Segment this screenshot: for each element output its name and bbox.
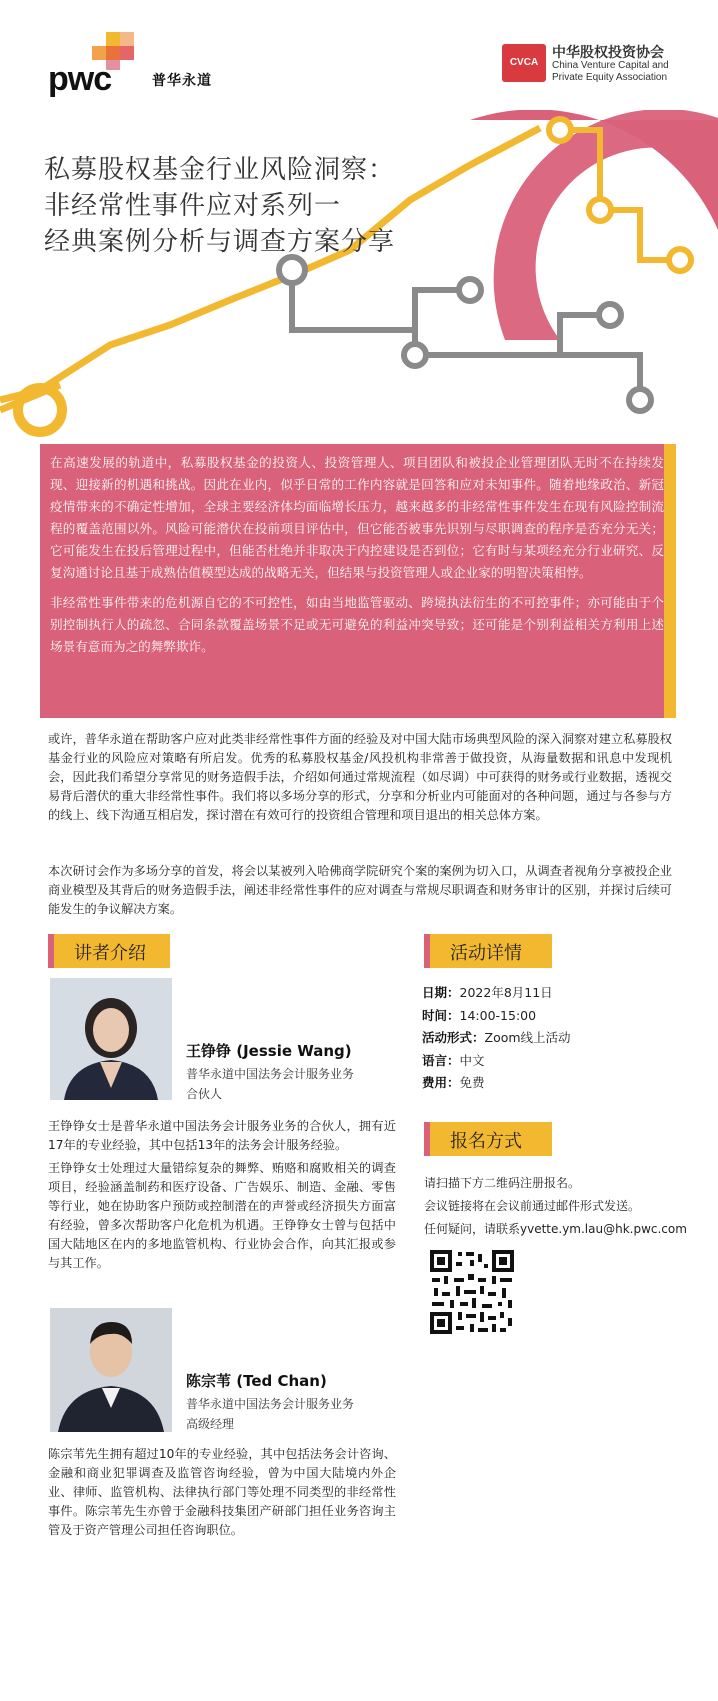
- speaker-bio: [48, 1117, 396, 1277]
- registration-qr-code[interactable]: [428, 1248, 516, 1336]
- event-date-label: 日期：: [422, 985, 460, 1000]
- speakers-heading: [48, 934, 170, 968]
- event-format-label: 活动形式：: [422, 1030, 485, 1045]
- event-time-label: 时间：: [422, 1007, 460, 1023]
- speaker-bio-paragraph: 陈宗苇先生拥有超过10年的专业经验，其中包括法务会计咨询、金融和商业犯罪调查及监管咨询经验，曾为中国大陆境内外企业、律师、监管机构、法律执行部门等处理不同类型的非经常性事件。陈宗苇先生亦曾于金融科技集团产研部门担任业务咨询主管及于资产管理公司担任咨询职位。: [48, 1447, 396, 1537]
- event-format-value: Zoom线上活动: [484, 1030, 571, 1045]
- speaker-bio-paragraph: 王铮铮女士处理过大量错综复杂的舞弊、贿赂和腐败相关的调查项目，经验涵盖制药和医疗设备、广告娱乐、制造、金融、零售等行业，她在协助客户预防或控制潜在的声誉或经济损失方面富有经验，曾多次帮助客户化危机为机遇。王铮铮女士曾与包括中国大陆地区在内的多地监管机构、行业协会合作，向其汇报或参与其工作。: [48, 1161, 396, 1270]
- event-fee-label: 费用：: [422, 1075, 460, 1090]
- heading-accent: [424, 1122, 430, 1156]
- registration-line: 请扫描下方二维码注册报名。: [424, 1176, 581, 1190]
- cvca-english-line1: China Venture Capital and: [552, 60, 669, 71]
- speaker-role-line2: 合伙人: [186, 1087, 223, 1101]
- speaker-photo-ted-chan: [50, 1308, 172, 1432]
- cvca-english-name: [552, 60, 718, 84]
- event-time: [422, 1005, 702, 1028]
- event-fee-value: 免费: [459, 1075, 485, 1090]
- pwc-logo-text: pwc: [48, 60, 112, 98]
- intro-paragraph-1: 在高速发展的轨道中，私募股权基金的投资人、投资管理人、项目团队和被投企业管理团队无时不在持续发现、迎接新的机遇和挑战。因此在业内，似乎日常的工作内容就是回答和应对未知事件。随着地缘政治、新冠疫情带来的不确定性增加，全球主要经济体均面临增长压力，越来越多的非经常性事件发生在现有风险控制流程的覆盖范围以外。风险可能潜伏在投前项目评估中，但它能否被事先识别与尽职调查的程序是否充分无关；它可能发生在投后管理过程中，但能否杜绝并非取决于内控建设是否到位；它有时与某项经充分行业研究、反复沟通讨论且基于成熟估值模型达成的战略无关，但结果与投资管理人或企业家的明智决策相悖。: [50, 455, 664, 580]
- event-language: [422, 1050, 702, 1073]
- speaker-role-line2: 高级经理: [186, 1417, 235, 1431]
- title-line2: 非经常性事件应对系列一: [44, 191, 342, 221]
- speaker-role-line1: 普华永道中国法务会计服务业务: [186, 1397, 355, 1411]
- event-date: [422, 982, 702, 1005]
- speaker-bio-paragraph: 王铮铮女士是普华永道中国法务会计服务业务的合伙人，拥有近17年的专业经验，其中包括13年的法务会计服务经验。: [48, 1119, 396, 1152]
- event-language-value: 中文: [459, 1052, 485, 1068]
- speaker-bio: [48, 1445, 396, 1544]
- event-details: [422, 982, 702, 1095]
- speakers-heading-text: 讲者介绍: [74, 943, 146, 964]
- cvca-chinese-name: 中华股权投资协会: [552, 45, 664, 61]
- speaker-role: [186, 1394, 386, 1434]
- body-paragraph-1: 或许，普华永道在帮助客户应对此类非经常性事件方面的经验及对中国大陆市场典型风险的深入洞察对建立私募股权基金行业的风险应对策略有所启发。优秀的私募股权基金/风投机构非常善于做投资，从海量数据和讯息中发现机会，因此我们希望分享常见的财务造假手法，介绍如何通过常规流程（如尽调）中可获得的财务或行业数据，透视交易背后潜伏的重大非经常性事件。我们将以多场分享的形式，分享和分析业内可能面对的各种问题，通过与各参与方的线上、线下沟通互相启发，探讨潜在有效可行的投资组合管理和项目退出的相关总体方案。: [48, 732, 672, 822]
- title-line3: 经典案例分析与调查方案分享: [44, 227, 396, 257]
- speaker-role-line1: 普华永道中国法务会计服务业务: [186, 1067, 355, 1081]
- cvca-english-line2: Private Equity Association: [552, 72, 668, 83]
- cvca-logo-badge: CVCA: [502, 44, 546, 82]
- event-format: [422, 1027, 702, 1050]
- registration-info: [424, 1172, 714, 1241]
- speaker-name: 王铮铮 (Jessie Wang): [186, 1042, 352, 1060]
- registration-line: 会议链接将在会议前通过邮件形式发送。: [424, 1199, 641, 1213]
- intro-accent-bar: [664, 444, 676, 718]
- event-language-label: 语言：: [422, 1052, 460, 1068]
- event-fee: [422, 1072, 702, 1095]
- body-paragraph-2: 本次研讨会作为多场分享的首发，将会以某被列入哈佛商学院研究个案的案例为切入口，从调查者视角分享被投企业商业模型及其背后的财务造假手法，阐述非经常性事件的应对调查与常规尽职调查和财务审计的区别，并探讨后续可能发生的争议解决方案。: [48, 864, 672, 916]
- speaker-photo-jessie-wang: [50, 978, 172, 1100]
- registration-heading-text: 报名方式: [450, 1131, 522, 1152]
- pwc-chinese-name: 普华永道: [152, 73, 212, 89]
- heading-accent: [48, 934, 54, 968]
- speaker-role: [186, 1064, 386, 1104]
- heading-accent: [424, 934, 430, 968]
- event-date-value: 2022年8月11日: [459, 985, 553, 1000]
- registration-contact[interactable]: 任何疑问，请联系yvette.ym.lau@hk.pwc.com: [424, 1222, 687, 1236]
- page-title: [44, 152, 395, 260]
- intro-paragraph-2: 非经常性事件带来的危机源自它的不可控性，如由当地监管驱动、跨境执法衍生的不可控事件；亦可能由于个别控制执行人的疏忽、合同条款覆盖场景不足或无可避免的利益冲突导致；还可能是个别利益相关方利用上述场景有意而为之的舞弊欺诈。: [50, 595, 664, 654]
- title-line1: 私募股权基金行业风险洞察：: [44, 155, 396, 185]
- event-time-value: 14:00-15:00: [459, 1007, 537, 1023]
- event-heading-text: 活动详情: [450, 943, 522, 964]
- intro-box: [40, 444, 674, 718]
- registration-heading: [424, 1122, 552, 1156]
- speaker-name: 陈宗苇 (Ted Chan): [186, 1372, 327, 1390]
- event-heading: [424, 934, 552, 968]
